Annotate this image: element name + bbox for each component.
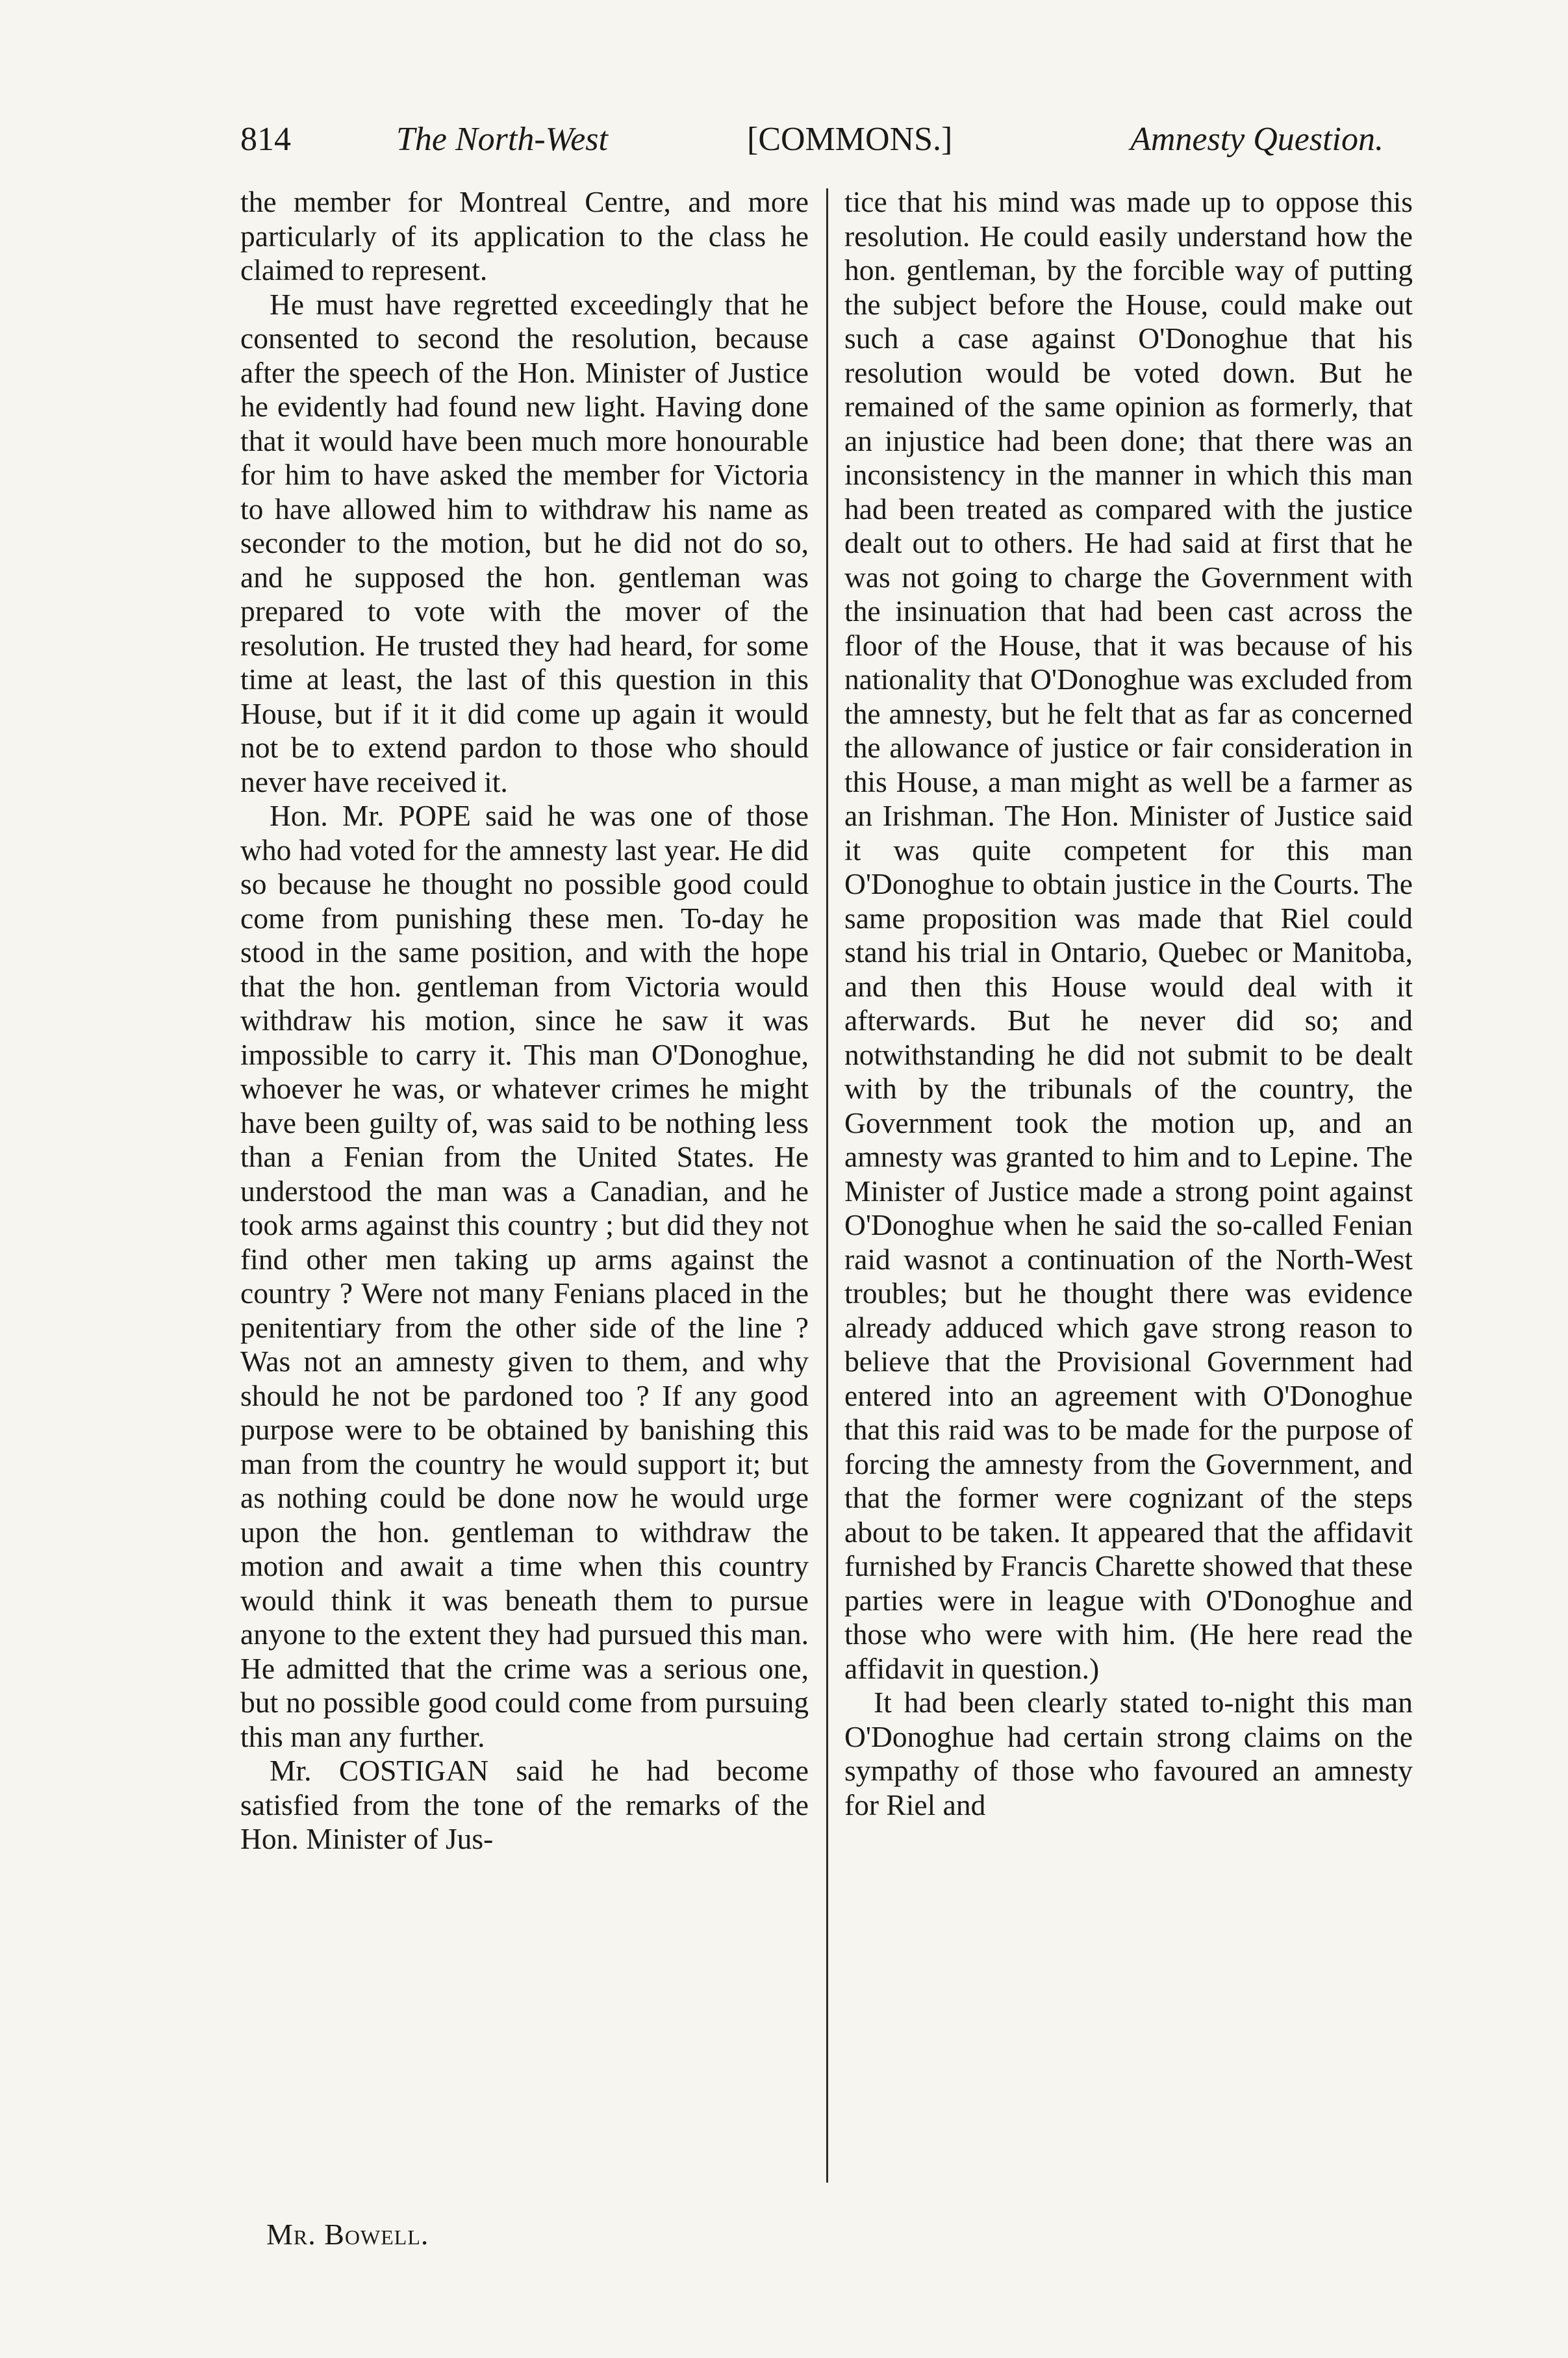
- page-header: [240, 114, 1384, 166]
- running-title: The North-West: [396, 121, 608, 158]
- speaker-marker: Mr. Bowell.: [266, 2218, 429, 2251]
- topic-label: Amnesty Question.: [1130, 121, 1384, 158]
- section-label: [COMMONS.]: [747, 121, 953, 158]
- paragraph: He must have regretted exceedingly that he consented to second the resolution, because after the speech of the Hon. Minister of Justice he evidently had found new light. Having done that it would have been much more honourable for him to have asked the member for Victoria to have allowed him to withdraw his name as seconder to the motion, but he did not do so, and he supposed the hon. gentleman was prepared to vote with the mover of the resolution. He trusted they had heard, for some time at least, the last of this question in this House, but if it it did come up again it would not be to extend pardon to those who should never have received it.: [240, 287, 809, 798]
- paragraph: It had been clearly stated to-night this man O'Donoghue had certain strong claims on the sympathy of those who favoured an amnesty for Riel and: [844, 1686, 1413, 1821]
- right-column: [844, 185, 1413, 1822]
- paragraph: the member for Montreal Centre, and more particularly of its application to the class he claimed to represent.: [240, 185, 809, 286]
- paragraph: Mr. COSTIGAN said he had become satisfied from the tone of the remarks of the Hon. Minister of Jus-: [240, 1754, 809, 1855]
- column-divider: [826, 188, 828, 2183]
- page-number: 814: [240, 121, 291, 158]
- paragraph: Hon. Mr. POPE said he was one of those who had voted for the amnesty last year. He did so because he thought no possible good could come from punishing these men. To-day he stood in the same position, and with the hope that the hon. gentleman from Victoria would withdraw his motion, since he saw it was impossible to carry it. This man O'Donoghue, whoever he was, or whatever crimes he might have been guilty of, was said to be nothing less than a Fenian from the United States. He understood the man was a Canadian, and he took arms against this country ; but did they not find other men taking up arms against the country ? Were not many Fenians placed in the penitentiary from the other side of the line ? Was not an amnesty given to them, and why should he not be pardoned too ? If any good purpose were to be obtained by banishing this man from the country he would support it; but as nothing could be done now he would urge upon the hon. gentleman to withdraw the motion and await a time when this country would think it was beneath them to pursue anyone to the extent they had pursued this man. He admitted that the crime was a serious one, but no possible good could come from pursuing this man any further.: [240, 799, 809, 1753]
- left-column: [240, 185, 809, 1857]
- paragraph: tice that his mind was made up to oppose this resolution. He could easily understand how the hon. gentleman, by the forcible way of putting the subject before the House, could make out such a case against O'Donoghue that his resolution would be voted down. But he remained of the same opinion as formerly, that an injustice had been done; that there was an inconsistency in the manner in which this man had been treated as compared with the justice dealt out to others. He had said at first that he was not going to charge the Government with the insinuation that had been cast across the floor of the House, that it was because of his nationality that O'Donoghue was excluded from the amnesty, but he felt that as far as concerned the allowance of justice or fair consideration in this House, a man might as well be a farmer as an Irishman. The Hon. Minister of Justice said it was quite competent for this man O'Donoghue to obtain justice in the Courts. The same proposition was made that Riel could stand his trial in Ontario, Quebec or Manitoba, and then this House would deal with it afterwards. But he never did so; and notwithstanding he did not submit to be dealt with by the tribunals of the country, the Government took the motion up, and an amnesty was granted to him and to Lepine. The Minister of Justice made a strong point against O'Donoghue when he said the so-called Fenian raid wasnot a continuation of the North-West troubles; but he thought there was evidence already adduced which gave strong reason to believe that the Provisional Government had entered into an agreement with O'Donoghue that this raid was to be made for the purpose of forcing the amnesty from the Government, and that the former were cognizant of the steps about to be taken. It appeared that the affidavit furnished by Francis Charette showed that these parties were in league with O'Donoghue and those who were with him. (He here read the affidavit in question.): [844, 185, 1413, 1685]
